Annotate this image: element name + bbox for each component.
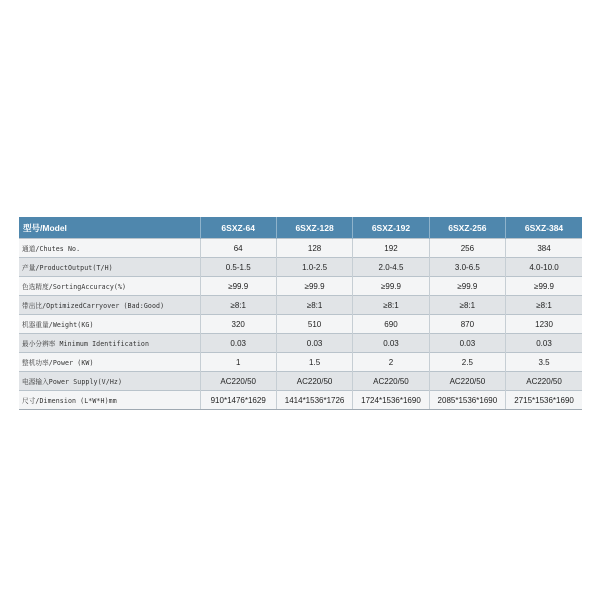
row-label: 尺寸/Dimension (L*W*H)mm	[19, 391, 200, 410]
table-cell: 910*1476*1629	[200, 391, 276, 410]
table-cell: 384	[506, 239, 582, 258]
table-cell: AC220/50	[276, 372, 352, 391]
model-header-cell: 6SXZ-128	[276, 218, 352, 239]
table-cell: 870	[429, 315, 505, 334]
table-cell: ≥99.9	[353, 277, 429, 296]
table-cell: 256	[429, 239, 505, 258]
row-label: 色选精度/SortingAccuracy(%)	[19, 277, 200, 296]
header-row	[19, 218, 582, 239]
table-cell: 1.5	[276, 353, 352, 372]
table-cell: ≥8:1	[200, 296, 276, 315]
table-row	[19, 258, 582, 277]
row-label: 整机功率/Power (KW)	[19, 353, 200, 372]
table-cell: 4.0-10.0	[506, 258, 582, 277]
table-cell: 0.03	[506, 334, 582, 353]
table-cell: 0.03	[353, 334, 429, 353]
table-cell: ≥99.9	[506, 277, 582, 296]
row-label: 机器重量/Weight(KG)	[19, 315, 200, 334]
table-cell: 320	[200, 315, 276, 334]
table-body	[19, 239, 582, 410]
table-cell: 2085*1536*1690	[429, 391, 505, 410]
table-row	[19, 277, 582, 296]
table-row	[19, 296, 582, 315]
table-cell: ≥99.9	[200, 277, 276, 296]
row-label: 最小分辨率 Minimum Identification	[19, 334, 200, 353]
table-cell: 2715*1536*1690	[506, 391, 582, 410]
table-cell: ≥8:1	[506, 296, 582, 315]
table-cell: 128	[276, 239, 352, 258]
table-cell: AC220/50	[200, 372, 276, 391]
table-cell: 2	[353, 353, 429, 372]
table-header	[19, 218, 582, 239]
table-cell: 1	[200, 353, 276, 372]
table-cell: AC220/50	[353, 372, 429, 391]
table-cell: 192	[353, 239, 429, 258]
table-cell: 1.0-2.5	[276, 258, 352, 277]
table-row	[19, 239, 582, 258]
table-row	[19, 372, 582, 391]
row-label: 通道/Chutes No.	[19, 239, 200, 258]
table-cell: ≥99.9	[429, 277, 505, 296]
table-cell: 1724*1536*1690	[353, 391, 429, 410]
table-cell: 0.03	[429, 334, 505, 353]
table-cell: ≥8:1	[353, 296, 429, 315]
table-cell: 2.0-4.5	[353, 258, 429, 277]
table-cell: AC220/50	[429, 372, 505, 391]
table-cell: 510	[276, 315, 352, 334]
table-row	[19, 353, 582, 372]
table-cell: 0.03	[200, 334, 276, 353]
table-cell: 64	[200, 239, 276, 258]
table-cell: 3.5	[506, 353, 582, 372]
spec-table	[19, 217, 582, 410]
table-cell: 2.5	[429, 353, 505, 372]
table-cell: AC220/50	[506, 372, 582, 391]
model-header-label: 型号/Model	[19, 218, 200, 239]
row-label: 电源输入Power Supply(V/Hz)	[19, 372, 200, 391]
model-header-cell: 6SXZ-192	[353, 218, 429, 239]
table-row	[19, 391, 582, 410]
table-cell: 690	[353, 315, 429, 334]
table-cell: 3.0-6.5	[429, 258, 505, 277]
table-cell: ≥8:1	[429, 296, 505, 315]
model-header-cell: 6SXZ-64	[200, 218, 276, 239]
table-cell: 0.03	[276, 334, 352, 353]
table-cell: ≥8:1	[276, 296, 352, 315]
table-cell: 0.5-1.5	[200, 258, 276, 277]
table-cell: 1414*1536*1726	[276, 391, 352, 410]
model-header-cell: 6SXZ-384	[506, 218, 582, 239]
model-header-cell: 6SXZ-256	[429, 218, 505, 239]
table-row	[19, 315, 582, 334]
table-cell: ≥99.9	[276, 277, 352, 296]
row-label: 带出比/OptimizedCarryover (Bad:Good)	[19, 296, 200, 315]
table-cell: 1230	[506, 315, 582, 334]
row-label: 产量/ProductOutput(T/H)	[19, 258, 200, 277]
table-row	[19, 334, 582, 353]
